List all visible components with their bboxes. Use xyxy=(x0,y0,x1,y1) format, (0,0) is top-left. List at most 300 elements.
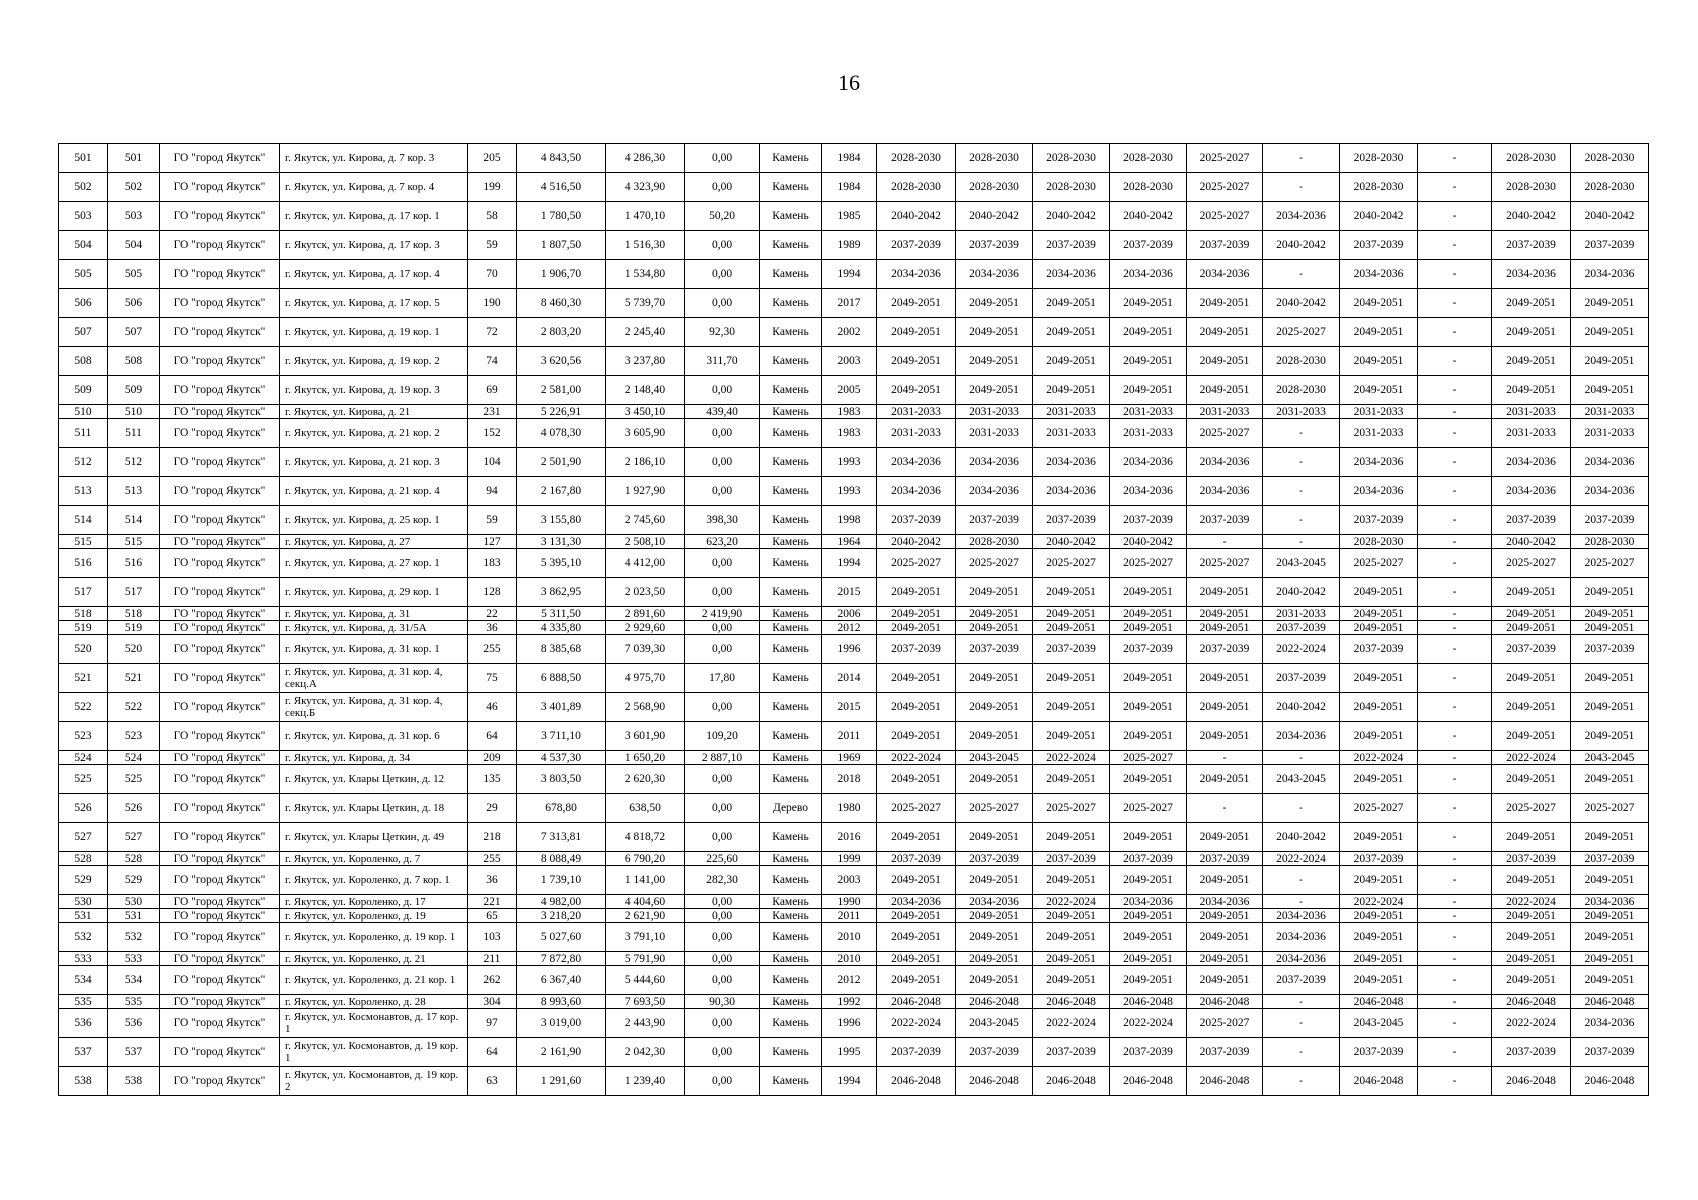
cell-repair-period-2: 2049-2051 xyxy=(956,347,1033,376)
cell-nonresidential-area: 0,00 xyxy=(685,1067,760,1096)
cell-total-area: 4 537,30 xyxy=(517,751,606,765)
cell-repair-period-3: 2022-2024 xyxy=(1033,751,1110,765)
cell-repair-period-3: 2034-2036 xyxy=(1033,477,1110,506)
cell-repair-period-3: 2037-2039 xyxy=(1033,231,1110,260)
table-row xyxy=(59,318,1649,347)
cell-living-area: 3 237,80 xyxy=(606,347,685,376)
cell-wall-material: Камень xyxy=(760,405,822,419)
cell-living-area: 638,50 xyxy=(606,794,685,823)
cell-address: г. Якутск, ул. Кирова, д. 31 кор. 4, секц.Б xyxy=(280,693,468,722)
cell-repair-period-1: 2037-2039 xyxy=(877,506,956,535)
cell-repair-period-8: - xyxy=(1418,1067,1492,1096)
cell-residents: 209 xyxy=(468,751,517,765)
cell-repair-period-2: 2037-2039 xyxy=(956,635,1033,664)
cell-wall-material: Дерево xyxy=(760,794,822,823)
cell-living-area: 1 650,20 xyxy=(606,751,685,765)
cell-object-number: 521 xyxy=(108,664,160,693)
cell-repair-period-2: 2049-2051 xyxy=(956,578,1033,607)
cell-build-year: 1995 xyxy=(822,1038,877,1067)
cell-repair-period-6: - xyxy=(1263,751,1340,765)
cell-build-year: 2017 xyxy=(822,289,877,318)
cell-repair-period-2: 2049-2051 xyxy=(956,909,1033,923)
cell-municipality: ГО "город Якутск" xyxy=(160,202,280,231)
cell-object-number: 518 xyxy=(108,607,160,621)
cell-residents: 211 xyxy=(468,952,517,966)
cell-repair-period-1: 2037-2039 xyxy=(877,231,956,260)
cell-row-number: 522 xyxy=(59,693,108,722)
cell-repair-period-4: 2049-2051 xyxy=(1110,866,1187,895)
cell-repair-period-1: 2046-2048 xyxy=(877,995,956,1009)
cell-repair-period-5: - xyxy=(1187,794,1263,823)
cell-wall-material: Камень xyxy=(760,693,822,722)
cell-address: г. Якутск, ул. Кирова, д. 19 кор. 1 xyxy=(280,318,468,347)
cell-repair-period-6: - xyxy=(1263,794,1340,823)
cell-repair-period-10: 2049-2051 xyxy=(1571,289,1649,318)
cell-repair-period-4: 2049-2051 xyxy=(1110,347,1187,376)
cell-repair-period-9: 2049-2051 xyxy=(1492,966,1571,995)
cell-repair-period-8: - xyxy=(1418,144,1492,173)
cell-repair-period-3: 2049-2051 xyxy=(1033,722,1110,751)
cell-repair-period-9: 2037-2039 xyxy=(1492,635,1571,664)
cell-nonresidential-area: 0,00 xyxy=(685,260,760,289)
cell-repair-period-5: 2025-2027 xyxy=(1187,419,1263,448)
cell-address: г. Якутск, ул. Короленко, д. 7 xyxy=(280,852,468,866)
cell-repair-period-10: 2034-2036 xyxy=(1571,260,1649,289)
cell-total-area: 3 711,10 xyxy=(517,722,606,751)
cell-wall-material: Камень xyxy=(760,318,822,347)
cell-repair-period-3: 2049-2051 xyxy=(1033,909,1110,923)
cell-wall-material: Камень xyxy=(760,866,822,895)
cell-repair-period-10: 2028-2030 xyxy=(1571,144,1649,173)
cell-total-area: 6 367,40 xyxy=(517,966,606,995)
cell-residents: 36 xyxy=(468,866,517,895)
cell-build-year: 1983 xyxy=(822,405,877,419)
cell-repair-period-7: 2043-2045 xyxy=(1340,1009,1418,1038)
table-row xyxy=(59,866,1649,895)
cell-repair-period-3: 2049-2051 xyxy=(1033,621,1110,635)
cell-repair-period-6: 2037-2039 xyxy=(1263,664,1340,693)
cell-repair-period-3: 2049-2051 xyxy=(1033,347,1110,376)
cell-object-number: 505 xyxy=(108,260,160,289)
cell-repair-period-7: 2049-2051 xyxy=(1340,722,1418,751)
cell-repair-period-7: 2049-2051 xyxy=(1340,347,1418,376)
cell-repair-period-2: 2034-2036 xyxy=(956,448,1033,477)
cell-municipality: ГО "город Якутск" xyxy=(160,722,280,751)
cell-living-area: 6 790,20 xyxy=(606,852,685,866)
cell-repair-period-5: 2034-2036 xyxy=(1187,895,1263,909)
cell-repair-period-9: 2049-2051 xyxy=(1492,952,1571,966)
cell-object-number: 526 xyxy=(108,794,160,823)
cell-repair-period-5: 2049-2051 xyxy=(1187,866,1263,895)
cell-row-number: 516 xyxy=(59,549,108,578)
cell-object-number: 537 xyxy=(108,1038,160,1067)
cell-repair-period-5: 2037-2039 xyxy=(1187,852,1263,866)
cell-municipality: ГО "город Якутск" xyxy=(160,693,280,722)
cell-wall-material: Камень xyxy=(760,923,822,952)
cell-repair-period-4: 2037-2039 xyxy=(1110,852,1187,866)
cell-total-area: 1 807,50 xyxy=(517,231,606,260)
cell-build-year: 2006 xyxy=(822,607,877,621)
cell-municipality: ГО "город Якутск" xyxy=(160,578,280,607)
cell-repair-period-5: 2034-2036 xyxy=(1187,448,1263,477)
cell-repair-period-9: 2049-2051 xyxy=(1492,318,1571,347)
cell-repair-period-6: 2034-2036 xyxy=(1263,909,1340,923)
cell-wall-material: Камень xyxy=(760,289,822,318)
cell-object-number: 514 xyxy=(108,506,160,535)
cell-living-area: 2 929,60 xyxy=(606,621,685,635)
cell-repair-period-6: 2040-2042 xyxy=(1263,823,1340,852)
cell-row-number: 523 xyxy=(59,722,108,751)
cell-repair-period-1: 2049-2051 xyxy=(877,966,956,995)
cell-repair-period-2: 2025-2027 xyxy=(956,794,1033,823)
cell-residents: 221 xyxy=(468,895,517,909)
cell-municipality: ГО "город Якутск" xyxy=(160,506,280,535)
cell-total-area: 3 862,95 xyxy=(517,578,606,607)
cell-nonresidential-area: 92,30 xyxy=(685,318,760,347)
cell-object-number: 523 xyxy=(108,722,160,751)
cell-nonresidential-area: 17,80 xyxy=(685,664,760,693)
cell-residents: 104 xyxy=(468,448,517,477)
cell-repair-period-4: 2028-2030 xyxy=(1110,144,1187,173)
cell-living-area: 2 568,90 xyxy=(606,693,685,722)
cell-repair-period-8: - xyxy=(1418,621,1492,635)
cell-wall-material: Камень xyxy=(760,995,822,1009)
cell-municipality: ГО "город Якутск" xyxy=(160,966,280,995)
page-number: 16 xyxy=(838,70,860,95)
cell-nonresidential-area: 0,00 xyxy=(685,231,760,260)
cell-repair-period-9: 2040-2042 xyxy=(1492,202,1571,231)
table-row xyxy=(59,722,1649,751)
cell-address: г. Якутск, ул. Кирова, д. 17 кор. 3 xyxy=(280,231,468,260)
cell-municipality: ГО "город Якутск" xyxy=(160,751,280,765)
cell-repair-period-5: 2049-2051 xyxy=(1187,722,1263,751)
cell-repair-period-3: 2049-2051 xyxy=(1033,664,1110,693)
cell-repair-period-8: - xyxy=(1418,289,1492,318)
cell-repair-period-3: 2037-2039 xyxy=(1033,1038,1110,1067)
cell-repair-period-4: 2034-2036 xyxy=(1110,448,1187,477)
cell-row-number: 518 xyxy=(59,607,108,621)
cell-object-number: 538 xyxy=(108,1067,160,1096)
cell-build-year: 2015 xyxy=(822,578,877,607)
cell-address: г. Якутск, ул. Короленко, д. 28 xyxy=(280,995,468,1009)
cell-repair-period-5: 2046-2048 xyxy=(1187,995,1263,1009)
cell-repair-period-3: 2028-2030 xyxy=(1033,173,1110,202)
table-row xyxy=(59,260,1649,289)
cell-object-number: 503 xyxy=(108,202,160,231)
table-row xyxy=(59,966,1649,995)
cell-repair-period-3: 2040-2042 xyxy=(1033,202,1110,231)
cell-repair-period-8: - xyxy=(1418,231,1492,260)
cell-repair-period-6: 2034-2036 xyxy=(1263,722,1340,751)
cell-nonresidential-area: 0,00 xyxy=(685,173,760,202)
cell-build-year: 1994 xyxy=(822,1067,877,1096)
cell-repair-period-1: 2037-2039 xyxy=(877,852,956,866)
cell-repair-period-1: 2049-2051 xyxy=(877,289,956,318)
cell-municipality: ГО "город Якутск" xyxy=(160,318,280,347)
cell-repair-period-10: 2046-2048 xyxy=(1571,995,1649,1009)
cell-living-area: 1 470,10 xyxy=(606,202,685,231)
cell-residents: 29 xyxy=(468,794,517,823)
cell-wall-material: Камень xyxy=(760,477,822,506)
cell-living-area: 4 404,60 xyxy=(606,895,685,909)
table-row xyxy=(59,823,1649,852)
cell-row-number: 537 xyxy=(59,1038,108,1067)
cell-residents: 22 xyxy=(468,607,517,621)
cell-repair-period-5: 2049-2051 xyxy=(1187,952,1263,966)
cell-residents: 46 xyxy=(468,693,517,722)
cell-repair-period-6: 2040-2042 xyxy=(1263,693,1340,722)
cell-repair-period-7: 2049-2051 xyxy=(1340,607,1418,621)
cell-row-number: 526 xyxy=(59,794,108,823)
cell-repair-period-1: 2034-2036 xyxy=(877,448,956,477)
cell-repair-period-5: - xyxy=(1187,535,1263,549)
cell-repair-period-4: 2037-2039 xyxy=(1110,231,1187,260)
cell-repair-period-6: 2031-2033 xyxy=(1263,405,1340,419)
cell-object-number: 517 xyxy=(108,578,160,607)
cell-build-year: 1980 xyxy=(822,794,877,823)
cell-wall-material: Камень xyxy=(760,635,822,664)
cell-repair-period-9: 2022-2024 xyxy=(1492,751,1571,765)
cell-address: г. Якутск, ул. Короленко, д. 19 xyxy=(280,909,468,923)
cell-repair-period-4: 2049-2051 xyxy=(1110,318,1187,347)
cell-row-number: 527 xyxy=(59,823,108,852)
cell-repair-period-10: 2037-2039 xyxy=(1571,635,1649,664)
cell-repair-period-4: 2049-2051 xyxy=(1110,289,1187,318)
cell-repair-period-7: 2040-2042 xyxy=(1340,202,1418,231)
cell-build-year: 2012 xyxy=(822,621,877,635)
cell-living-area: 4 975,70 xyxy=(606,664,685,693)
cell-repair-period-2: 2031-2033 xyxy=(956,419,1033,448)
cell-repair-period-1: 2028-2030 xyxy=(877,144,956,173)
cell-repair-period-8: - xyxy=(1418,635,1492,664)
cell-repair-period-7: 2049-2051 xyxy=(1340,823,1418,852)
cell-municipality: ГО "город Якутск" xyxy=(160,405,280,419)
cell-repair-period-7: 2049-2051 xyxy=(1340,664,1418,693)
cell-repair-period-8: - xyxy=(1418,852,1492,866)
cell-repair-period-2: 2049-2051 xyxy=(956,765,1033,794)
cell-residents: 218 xyxy=(468,823,517,852)
cell-repair-period-3: 2022-2024 xyxy=(1033,895,1110,909)
cell-repair-period-4: 2022-2024 xyxy=(1110,1009,1187,1038)
cell-row-number: 502 xyxy=(59,173,108,202)
cell-municipality: ГО "город Якутск" xyxy=(160,347,280,376)
table-row xyxy=(59,635,1649,664)
cell-total-area: 1 291,60 xyxy=(517,1067,606,1096)
cell-repair-period-3: 2031-2033 xyxy=(1033,405,1110,419)
cell-repair-period-2: 2046-2048 xyxy=(956,1067,1033,1096)
table-row xyxy=(59,578,1649,607)
cell-repair-period-10: 2025-2027 xyxy=(1571,794,1649,823)
cell-row-number: 517 xyxy=(59,578,108,607)
cell-repair-period-1: 2049-2051 xyxy=(877,722,956,751)
table-row xyxy=(59,909,1649,923)
cell-total-area: 5 395,10 xyxy=(517,549,606,578)
cell-living-area: 2 621,90 xyxy=(606,909,685,923)
cell-living-area: 4 818,72 xyxy=(606,823,685,852)
cell-repair-period-5: 2037-2039 xyxy=(1187,1038,1263,1067)
cell-municipality: ГО "город Якутск" xyxy=(160,376,280,405)
cell-repair-period-4: 2037-2039 xyxy=(1110,506,1187,535)
cell-address: г. Якутск, ул. Кирова, д. 25 кор. 1 xyxy=(280,506,468,535)
cell-repair-period-3: 2037-2039 xyxy=(1033,852,1110,866)
cell-nonresidential-area: 0,00 xyxy=(685,966,760,995)
cell-wall-material: Камень xyxy=(760,347,822,376)
cell-repair-period-1: 2049-2051 xyxy=(877,823,956,852)
cell-build-year: 2005 xyxy=(822,376,877,405)
cell-repair-period-10: 2037-2039 xyxy=(1571,852,1649,866)
cell-repair-period-4: 2028-2030 xyxy=(1110,173,1187,202)
cell-living-area: 5 791,90 xyxy=(606,952,685,966)
cell-municipality: ГО "город Якутск" xyxy=(160,664,280,693)
cell-repair-period-6: 2028-2030 xyxy=(1263,376,1340,405)
cell-repair-period-10: 2046-2048 xyxy=(1571,1067,1649,1096)
cell-repair-period-8: - xyxy=(1418,664,1492,693)
cell-repair-period-4: 2049-2051 xyxy=(1110,621,1187,635)
cell-municipality: ГО "город Якутск" xyxy=(160,549,280,578)
cell-address: г. Якутск, ул. Клары Цеткин, д. 18 xyxy=(280,794,468,823)
cell-repair-period-1: 2022-2024 xyxy=(877,751,956,765)
cell-repair-period-8: - xyxy=(1418,448,1492,477)
cell-total-area: 4 982,00 xyxy=(517,895,606,909)
cell-repair-period-10: 2049-2051 xyxy=(1571,866,1649,895)
cell-repair-period-8: - xyxy=(1418,722,1492,751)
cell-repair-period-6: 2040-2042 xyxy=(1263,289,1340,318)
cell-total-area: 1 739,10 xyxy=(517,866,606,895)
cell-repair-period-9: 2046-2048 xyxy=(1492,1067,1571,1096)
cell-repair-period-6: - xyxy=(1263,1009,1340,1038)
cell-repair-period-5: 2025-2027 xyxy=(1187,1009,1263,1038)
cell-row-number: 533 xyxy=(59,952,108,966)
cell-address: г. Якутск, ул. Кирова, д. 31 кор. 4, секц.А xyxy=(280,664,468,693)
table-row xyxy=(59,664,1649,693)
cell-repair-period-4: 2049-2051 xyxy=(1110,952,1187,966)
cell-total-area: 1 780,50 xyxy=(517,202,606,231)
cell-repair-period-2: 2034-2036 xyxy=(956,260,1033,289)
cell-repair-period-4: 2025-2027 xyxy=(1110,794,1187,823)
cell-build-year: 2010 xyxy=(822,952,877,966)
table-row xyxy=(59,202,1649,231)
cell-wall-material: Камень xyxy=(760,260,822,289)
cell-object-number: 520 xyxy=(108,635,160,664)
cell-repair-period-5: 2049-2051 xyxy=(1187,909,1263,923)
cell-row-number: 519 xyxy=(59,621,108,635)
cell-total-area: 4 335,80 xyxy=(517,621,606,635)
cell-total-area: 4 516,50 xyxy=(517,173,606,202)
cell-repair-period-6: 2043-2045 xyxy=(1263,549,1340,578)
cell-row-number: 507 xyxy=(59,318,108,347)
cell-living-area: 2 186,10 xyxy=(606,448,685,477)
cell-repair-period-4: 2049-2051 xyxy=(1110,664,1187,693)
cell-repair-period-4: 2037-2039 xyxy=(1110,635,1187,664)
table-row xyxy=(59,952,1649,966)
cell-wall-material: Камень xyxy=(760,578,822,607)
cell-repair-period-3: 2034-2036 xyxy=(1033,448,1110,477)
cell-total-area: 3 155,80 xyxy=(517,506,606,535)
cell-repair-period-3: 2049-2051 xyxy=(1033,318,1110,347)
cell-repair-period-4: 2049-2051 xyxy=(1110,578,1187,607)
cell-repair-period-6: 2022-2024 xyxy=(1263,852,1340,866)
cell-repair-period-1: 2049-2051 xyxy=(877,923,956,952)
cell-repair-period-5: 2049-2051 xyxy=(1187,966,1263,995)
cell-repair-period-7: 2025-2027 xyxy=(1340,549,1418,578)
cell-repair-period-2: 2049-2051 xyxy=(956,664,1033,693)
cell-repair-period-4: 2049-2051 xyxy=(1110,693,1187,722)
cell-nonresidential-area: 0,00 xyxy=(685,578,760,607)
cell-repair-period-4: 2040-2042 xyxy=(1110,535,1187,549)
table-row xyxy=(59,1038,1649,1067)
cell-repair-period-1: 2034-2036 xyxy=(877,895,956,909)
cell-repair-period-8: - xyxy=(1418,866,1492,895)
cell-repair-period-5: - xyxy=(1187,751,1263,765)
cell-repair-period-1: 2049-2051 xyxy=(877,866,956,895)
cell-repair-period-4: 2049-2051 xyxy=(1110,765,1187,794)
cell-address: г. Якутск, ул. Клары Цеткин, д. 12 xyxy=(280,765,468,794)
cell-municipality: ГО "город Якутск" xyxy=(160,635,280,664)
cell-living-area: 5 444,60 xyxy=(606,966,685,995)
cell-residents: 97 xyxy=(468,1009,517,1038)
cell-total-area: 3 803,50 xyxy=(517,765,606,794)
cell-repair-period-9: 2022-2024 xyxy=(1492,895,1571,909)
cell-object-number: 504 xyxy=(108,231,160,260)
cell-repair-period-5: 2049-2051 xyxy=(1187,664,1263,693)
cell-repair-period-8: - xyxy=(1418,318,1492,347)
cell-wall-material: Камень xyxy=(760,419,822,448)
cell-repair-period-7: 2028-2030 xyxy=(1340,173,1418,202)
cell-repair-period-3: 2040-2042 xyxy=(1033,535,1110,549)
cell-object-number: 519 xyxy=(108,621,160,635)
cell-residents: 72 xyxy=(468,318,517,347)
cell-nonresidential-area: 0,00 xyxy=(685,621,760,635)
cell-repair-period-9: 2049-2051 xyxy=(1492,289,1571,318)
cell-repair-period-9: 2049-2051 xyxy=(1492,765,1571,794)
cell-repair-period-9: 2037-2039 xyxy=(1492,852,1571,866)
cell-repair-period-2: 2037-2039 xyxy=(956,231,1033,260)
cell-repair-period-6: - xyxy=(1263,1067,1340,1096)
cell-repair-period-3: 2049-2051 xyxy=(1033,693,1110,722)
table-row xyxy=(59,794,1649,823)
cell-total-area: 4 078,30 xyxy=(517,419,606,448)
cell-wall-material: Камень xyxy=(760,607,822,621)
cell-row-number: 524 xyxy=(59,751,108,765)
cell-repair-period-6: 2028-2030 xyxy=(1263,347,1340,376)
cell-row-number: 521 xyxy=(59,664,108,693)
cell-build-year: 1994 xyxy=(822,549,877,578)
cell-row-number: 520 xyxy=(59,635,108,664)
cell-repair-period-4: 2046-2048 xyxy=(1110,1067,1187,1096)
cell-living-area: 2 891,60 xyxy=(606,607,685,621)
cell-wall-material: Камень xyxy=(760,448,822,477)
cell-build-year: 1984 xyxy=(822,144,877,173)
cell-row-number: 506 xyxy=(59,289,108,318)
cell-build-year: 2015 xyxy=(822,693,877,722)
cell-build-year: 1964 xyxy=(822,535,877,549)
cell-repair-period-4: 2034-2036 xyxy=(1110,477,1187,506)
cell-object-number: 529 xyxy=(108,866,160,895)
cell-repair-period-2: 2049-2051 xyxy=(956,289,1033,318)
table-row xyxy=(59,144,1649,173)
cell-repair-period-8: - xyxy=(1418,347,1492,376)
cell-repair-period-7: 2031-2033 xyxy=(1340,419,1418,448)
cell-row-number: 504 xyxy=(59,231,108,260)
cell-repair-period-9: 2049-2051 xyxy=(1492,376,1571,405)
cell-residents: 127 xyxy=(468,535,517,549)
cell-repair-period-7: 2049-2051 xyxy=(1340,952,1418,966)
cell-repair-period-4: 2046-2048 xyxy=(1110,995,1187,1009)
cell-object-number: 530 xyxy=(108,895,160,909)
cell-build-year: 1999 xyxy=(822,852,877,866)
cell-repair-period-1: 2049-2051 xyxy=(877,693,956,722)
cell-repair-period-2: 2043-2045 xyxy=(956,1009,1033,1038)
